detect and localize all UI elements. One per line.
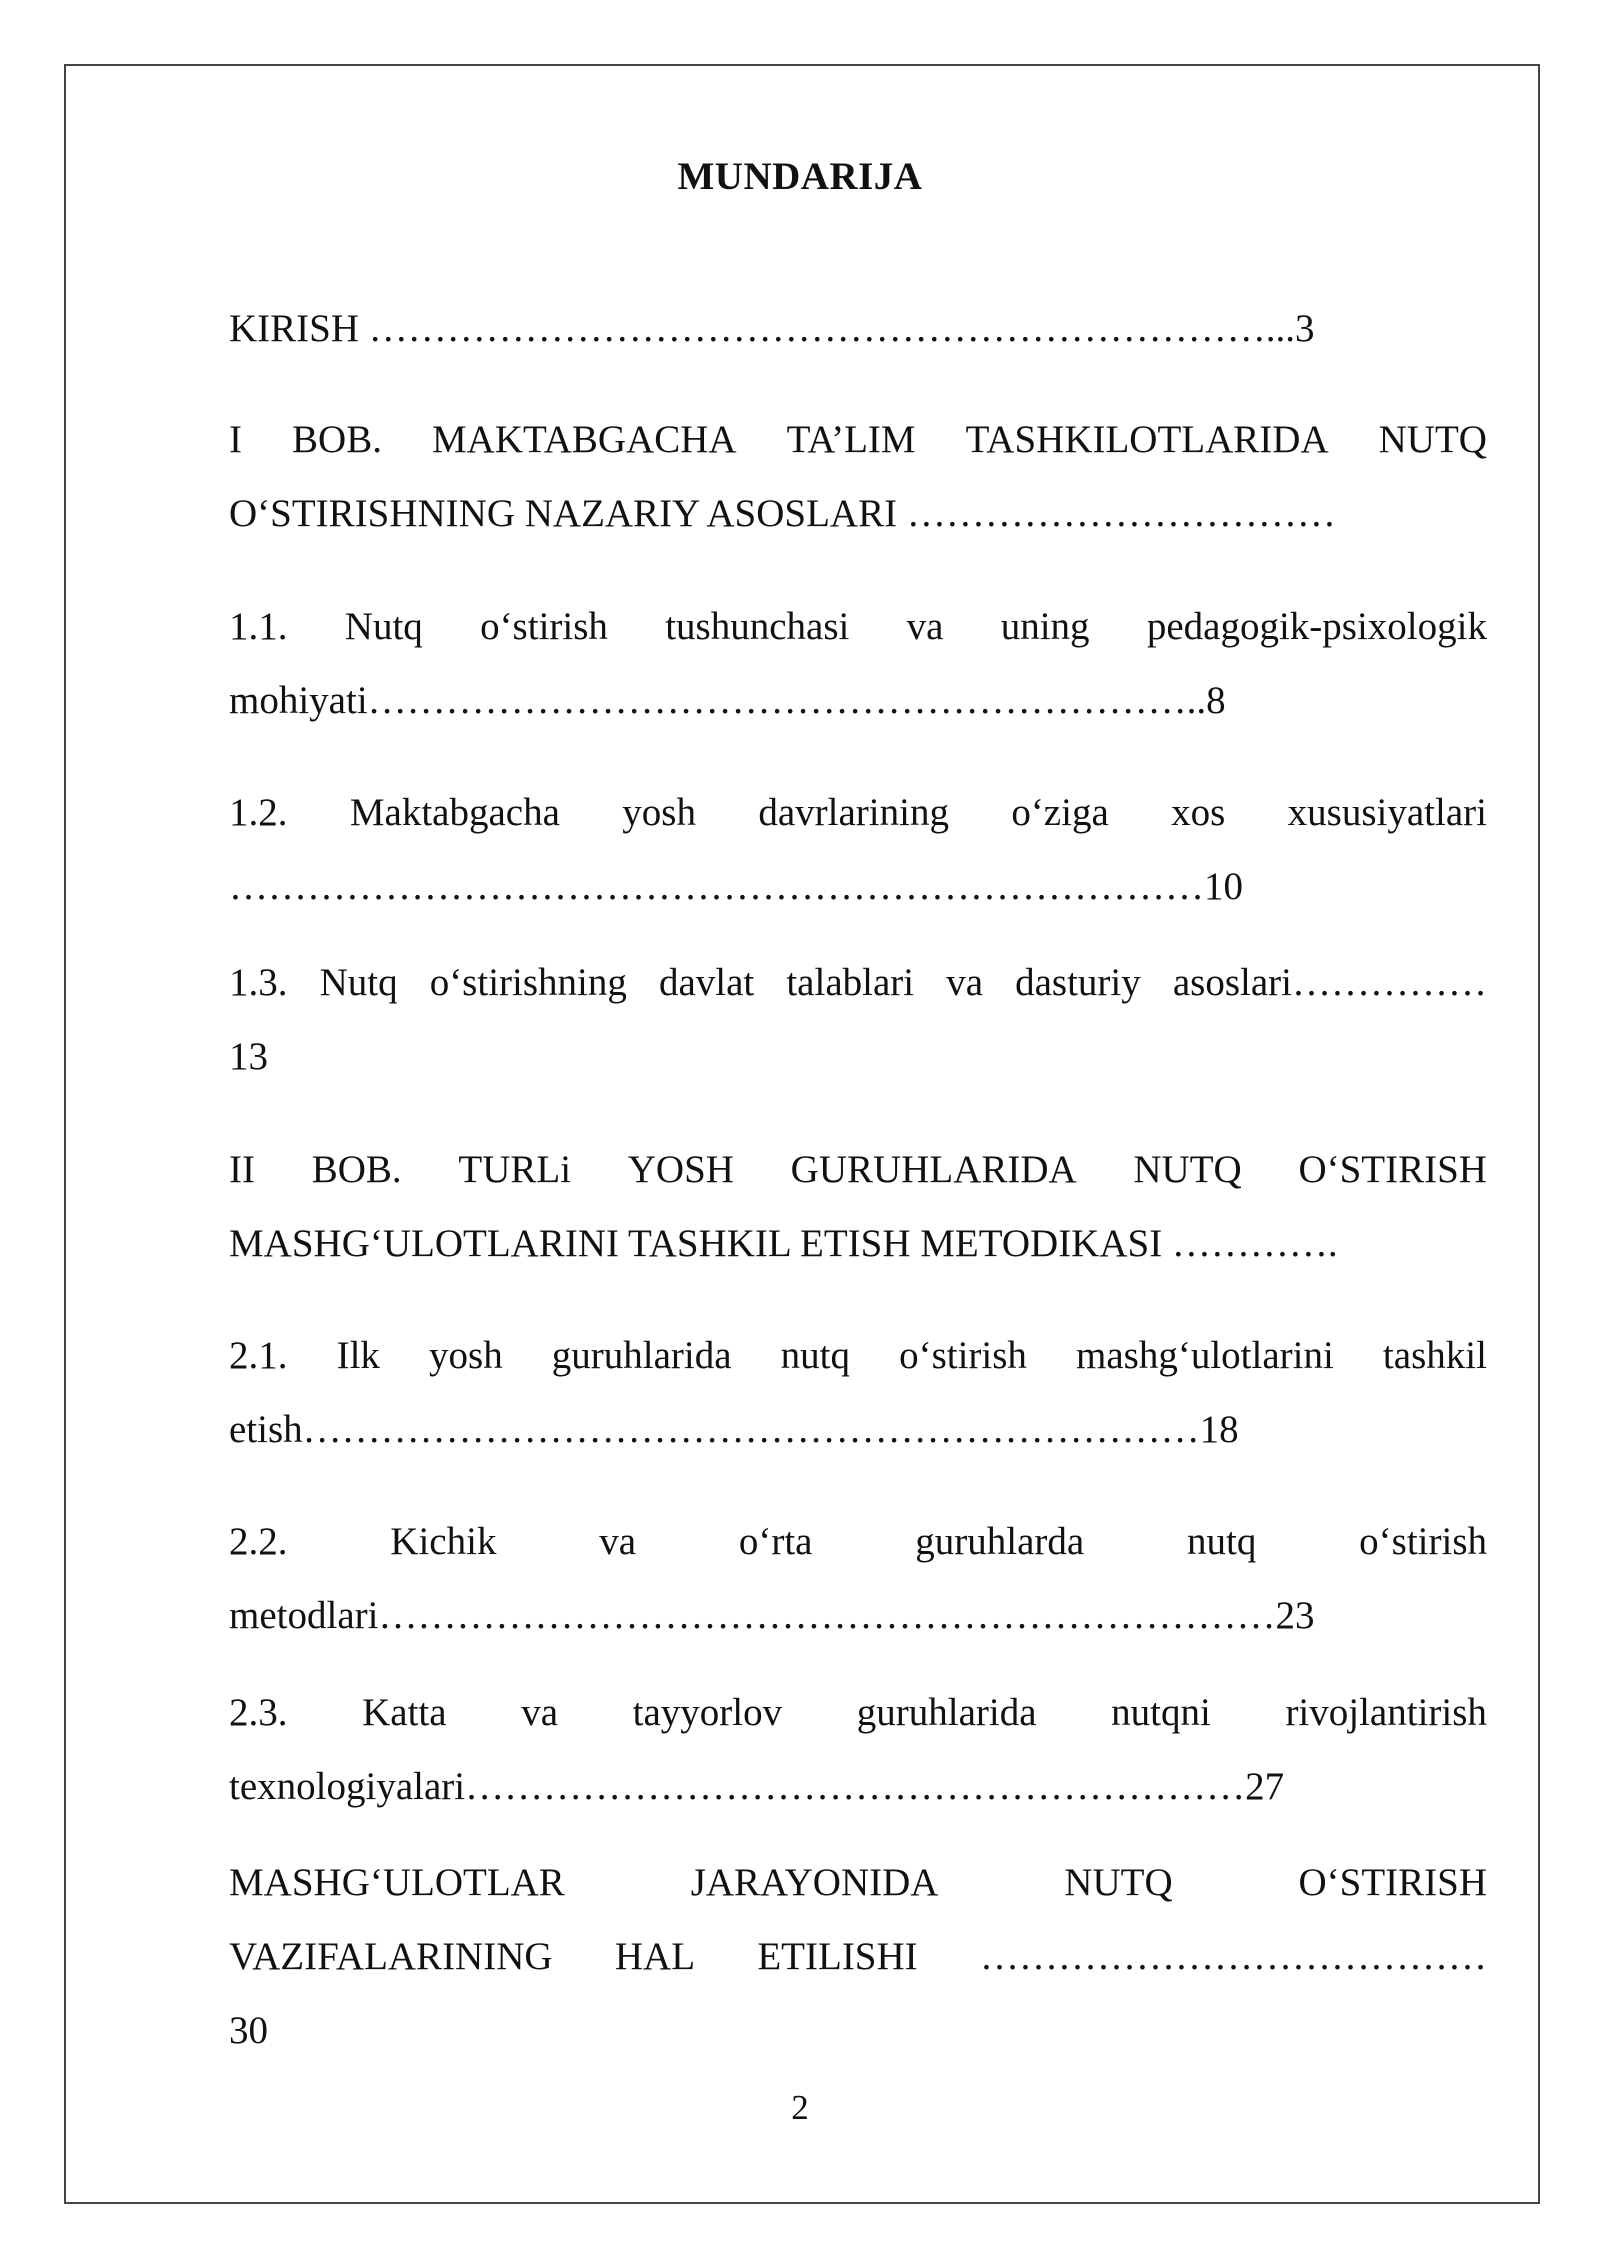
toc-line: [229, 946, 1487, 1020]
toc-word: O‘STIRISH: [1298, 1148, 1487, 1191]
toc-word: HAL: [614, 1935, 696, 1978]
toc-word: va: [946, 961, 984, 1004]
toc-word: guruhlarida: [551, 1334, 732, 1377]
toc-word: TA’LIM: [786, 418, 916, 461]
toc-word: yosh: [429, 1334, 503, 1377]
toc-entry-2-1: [229, 1319, 1487, 1467]
toc-line: 13: [229, 1035, 268, 1078]
toc-word: MAKTABGACHA: [431, 418, 737, 461]
toc-word: xos: [1171, 791, 1226, 834]
toc-entry-2-3: [229, 1676, 1487, 1824]
toc-line: [229, 1920, 1487, 1994]
toc-entry-1-1: [229, 590, 1487, 738]
toc-word: 2.3.: [229, 1691, 288, 1734]
toc-line: mohiyati………………………………………………………..8: [229, 679, 1226, 722]
toc-line: KIRISH ……………………………………………………………...3: [229, 307, 1315, 350]
toc-word: o‘stirish: [480, 605, 608, 648]
toc-word: nutq: [1187, 1520, 1257, 1563]
toc-entry-kirish: [229, 292, 1487, 366]
toc-word: guruhlarda: [915, 1520, 1085, 1563]
toc-entry-1-2: [229, 776, 1487, 924]
toc-word: talablari: [786, 961, 915, 1004]
toc-word: tushunchasi: [665, 605, 850, 648]
toc-word: o‘rta: [738, 1520, 813, 1563]
toc-word: 2.2.: [229, 1520, 288, 1563]
toc-entry-chapter-1: [229, 403, 1487, 551]
toc-line: texnologiyalari……………………………………………………27: [229, 1765, 1285, 1808]
toc-word: TURLi: [458, 1148, 572, 1191]
toc-line: MASHG‘ULOTLARINI TASHKIL ETISH METODIKASI ………….: [229, 1222, 1338, 1265]
toc-entry-2-2: [229, 1505, 1487, 1653]
toc-word: JARAYONIDA: [690, 1861, 939, 1904]
toc-word: nutq: [780, 1334, 850, 1377]
toc-line: [229, 403, 1487, 477]
page-title: MUNDARIJA: [677, 155, 923, 198]
toc-word: ETILISHI: [757, 1935, 918, 1978]
toc-word: 2.1.: [229, 1334, 288, 1377]
toc-word: uning: [1000, 605, 1090, 648]
toc-word: TASHKILOTLARIDA: [965, 418, 1329, 461]
toc-word: II: [229, 1148, 255, 1191]
toc-word: davrlarining: [758, 791, 949, 834]
toc-line: [229, 1846, 1487, 1920]
toc-word: BOB.: [311, 1148, 402, 1191]
toc-word: Kichik: [390, 1520, 497, 1563]
toc-word: Nutq: [344, 605, 423, 648]
toc-line: [229, 776, 1487, 850]
toc-entry-practical: [229, 1846, 1487, 2068]
toc-word: rivojlantirish: [1285, 1691, 1487, 1734]
toc-line: [229, 590, 1487, 664]
toc-line: [229, 1505, 1487, 1579]
toc-entry-chapter-2: [229, 1133, 1487, 1281]
toc-word: davlat: [658, 961, 755, 1004]
toc-word: 1.2.: [229, 791, 288, 834]
toc-word: BOB.: [292, 418, 382, 461]
toc-word: nutqni: [1111, 1691, 1211, 1734]
toc-word: o‘ziga: [1011, 791, 1109, 834]
toc-word: tayyorlov: [632, 1691, 783, 1734]
toc-word: tashkil: [1382, 1334, 1487, 1377]
toc-word: asoslari……………: [1172, 961, 1487, 1004]
toc-word: I: [229, 418, 242, 461]
toc-word: guruhlarida: [856, 1691, 1037, 1734]
toc-line: etish……………………………………………………………18: [229, 1408, 1239, 1451]
toc-word: o‘stirishning: [429, 961, 627, 1004]
toc-word: 1.1.: [229, 605, 288, 648]
toc-word: o‘stirish: [1359, 1520, 1487, 1563]
toc-word: MASHG‘ULOTLAR: [229, 1861, 565, 1904]
toc-word: Nutq: [319, 961, 398, 1004]
toc-word: GURUHLARIDA: [790, 1148, 1077, 1191]
toc-word: NUTQ: [1133, 1148, 1242, 1191]
toc-line: [229, 1676, 1487, 1750]
toc-word: dasturiy: [1015, 961, 1141, 1004]
page-number: 2: [791, 2088, 809, 2127]
toc-line: O‘STIRISHNING NAZARIY ASOSLARI ……………………………: [229, 492, 1336, 535]
toc-word: NUTQ: [1064, 1861, 1173, 1904]
toc-word: O‘STIRISH: [1298, 1861, 1487, 1904]
toc-word: Katta: [362, 1691, 447, 1734]
toc-word: …………………………………: [979, 1935, 1487, 1978]
toc-word: VAZIFALARINING: [229, 1935, 553, 1978]
toc-word: o‘stirish: [899, 1334, 1027, 1377]
toc-word: va: [599, 1520, 637, 1563]
toc-word: va: [521, 1691, 559, 1734]
toc-word: YOSH: [627, 1148, 734, 1191]
toc-word: NUTQ: [1378, 418, 1487, 461]
toc-line: [229, 1319, 1487, 1393]
toc-word: va: [906, 605, 944, 648]
toc-word: Maktabgacha: [349, 791, 560, 834]
toc-line: …………………………………………………………………10: [229, 865, 1243, 908]
toc-entry-1-3: [229, 946, 1487, 1094]
toc-word: pedagogik-psixologik: [1146, 605, 1487, 648]
toc-line: 30: [229, 2009, 268, 2052]
toc-word: yosh: [622, 791, 696, 834]
toc-line: metodlari……………………………………………………………23: [229, 1594, 1315, 1637]
toc-line: [229, 1133, 1487, 1207]
toc-word: xususiyatlari: [1287, 791, 1487, 834]
toc-word: 1.3.: [229, 961, 288, 1004]
toc-word: Ilk: [336, 1334, 380, 1377]
toc-word: mashg‘ulotlarini: [1076, 1334, 1334, 1377]
